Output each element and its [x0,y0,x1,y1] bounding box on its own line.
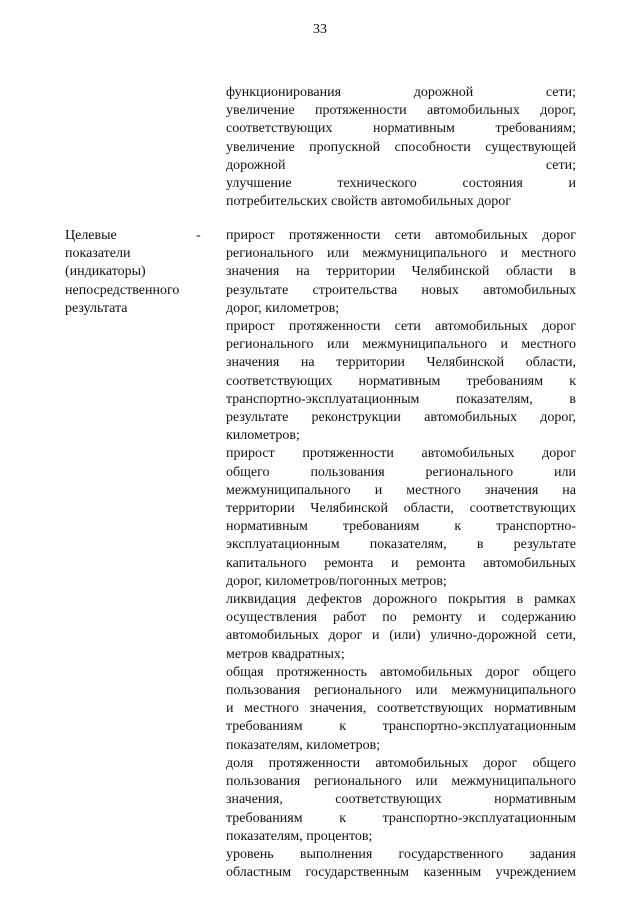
text-line: нормативным требованиям к транспортно- [226,519,576,535]
text-line: требованиям к транспортно-эксплуатационным [226,719,576,735]
text-line: капитального ремонта и ремонта автомобильных [226,555,576,571]
text-line: территории Челябинской области, соответствующих [226,501,576,517]
text-line: потребительских свойств автомобильных дорог [226,194,512,210]
text-line: километров; [226,428,300,444]
indicator-item [226,445,576,591]
text-line: дорожной сети; [226,157,576,173]
text-line: доля протяженности автомобильных дорог общего [226,755,576,771]
text-line: автомобильных дорог и (или) улично-дорожной сети, [226,628,576,644]
text-line: показателям, километров; [226,737,381,753]
label-line: (индикаторы) [65,264,146,280]
indicators-label [65,227,205,318]
indicator-item [226,227,576,318]
text-line: улучшение технического состояния и [226,176,576,192]
text-line: пользования регионального или межмуниципального [226,683,576,699]
indicators-list [226,227,576,882]
text-line: регионального или межмуниципального и местного [226,337,576,353]
indicator-item [226,846,576,882]
text-line: значения на территории Челябинской области, [226,355,576,371]
indicator-item [226,318,576,445]
text-line: результате строительства новых автомобильных [226,282,576,298]
text-line: транспортно-эксплуатационным показателям, в [226,391,576,407]
text-line: дорог, километров/погонных метров; [226,573,447,589]
page-number: 33 [313,22,327,37]
indicator-item [226,755,576,846]
text-line: ликвидация дефектов дорожного покрытия в рамках [226,592,576,608]
text-line: прирост протяженности сети автомобильных дорог [226,228,576,243]
text-line: показателям, процентов; [226,828,373,844]
text-line: соответствующих нормативным требованиям; [226,121,576,137]
text-line: результате реконструкции автомобильных дорог, [226,410,576,426]
text-line: функционирования дорожной сети; [226,85,576,100]
text-line: дорог, километров; [226,300,340,316]
label-dash: - [196,228,201,243]
text-line: уровень выполнения государственного задания [226,846,576,862]
text-line: прирост протяженности сети автомобильных дорог [226,319,576,335]
indicator-item [226,664,576,755]
text-line: значения на территории Челябинской области в [226,264,576,280]
text-line: и местного значения, соответствующих нормативным [226,701,576,717]
text-line: общего пользования регионального или [226,464,576,480]
text-line: увеличение протяженности автомобильных дорог, [226,103,576,119]
label-line: Целевые [65,228,117,243]
top-text-block [226,84,576,211]
text-line: областным государственным казенным учреждением [226,865,576,881]
text-line: метров квадратных; [226,646,345,662]
text-line: регионального или межмуниципального и местного [226,246,576,262]
text-line: соответствующих нормативным требованиям к [226,373,576,389]
text-line: эксплуатационным показателям, в результате [226,537,576,553]
text-line: требованиям к транспортно-эксплуатационным [226,810,576,826]
text-line: межмуниципального и местного значения на [226,482,576,498]
indicator-item [226,591,576,664]
text-line: увеличение пропускной способности существующей [226,139,576,155]
text-line: общая протяженность автомобильных дорог общего [226,664,576,680]
text-line: осуществления работ по ремонту и содержанию [226,610,576,626]
label-line: показатели [65,246,131,262]
text-line: значения, соответствующих нормативным [226,792,576,808]
label-line: результата [65,300,128,316]
text-line: прирост протяженности автомобильных дорог [226,446,576,462]
label-line: непосредственного [65,282,180,298]
text-line: пользования регионального или межмуниципального [226,774,576,790]
